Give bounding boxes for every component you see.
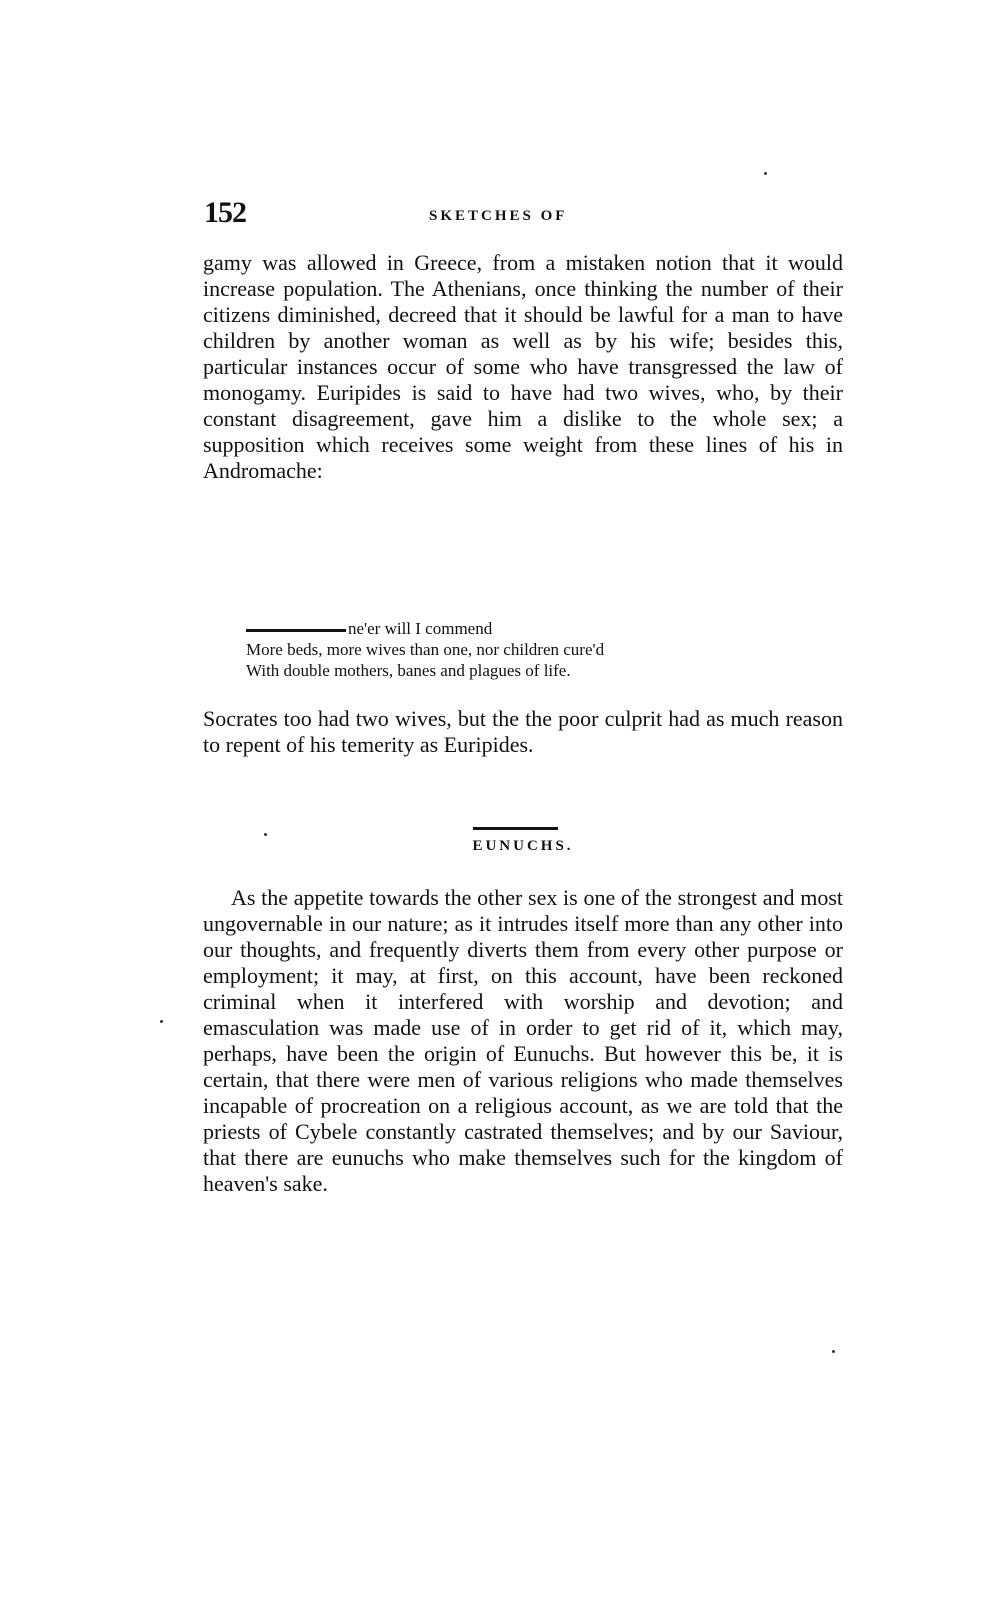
paragraph-text: Socrates too had two wives, but the the poor culprit had as much reason to repent of his temerity as Euripides. xyxy=(203,706,843,757)
quote-line-3: With double mothers, banes and plagues of life. xyxy=(246,661,571,680)
section-body xyxy=(203,885,843,1197)
print-speck xyxy=(264,833,267,836)
verse-quotation xyxy=(246,618,846,681)
section-title: EUNUCHS. xyxy=(472,838,574,854)
print-speck xyxy=(764,172,767,175)
page-header xyxy=(204,196,844,236)
quote-line-2: More beds, more wives than one, nor children cure'd xyxy=(246,640,605,659)
quote-dash xyxy=(246,629,346,632)
quote-line-1 xyxy=(246,618,846,639)
section-body-text: As the appetite towards the other sex is one of the strongest and most ungovernable in our nature; as it intrudes itself more than any other into our thoughts, and frequently diverts them from every other purpose or employment; it may, at first, on this account, have been reckoned criminal when it interfered with worship and devotion; and emasculation was made use of in order to get rid of it, which may, perhaps, have been the origin of Eunuchs. But however this be, it is certain, that there were men of various religions who made themselves incapable of procreation on a religious account, as we are told that the priests of Cybele constantly castrated themselves; and by our Saviour, that there are eunuchs who make themselves such for the kingdom of heaven's sake. xyxy=(203,885,843,1196)
print-speck xyxy=(832,1350,835,1353)
page-number: 152 xyxy=(204,196,246,229)
print-speck xyxy=(160,1020,163,1023)
section-divider xyxy=(473,827,558,830)
paragraph-socrates xyxy=(203,706,843,758)
running-head: SKETCHES OF xyxy=(429,208,568,224)
paragraph-polygamy xyxy=(203,250,843,484)
paragraph-text: gamy was allowed in Greece, from a mistaken notion that it would increase population. The Athenians, once thinking the number of their citizens diminished, decreed that it should be lawful for a man to have children by another woman as well as by his wife; besides this, particular instances occur of some who have transgressed the law of monogamy. Euripides is said to have had two wives, who, by their constant disagreement, gave him a dislike to the whole sex; a supposition which receives some weight from these lines of his in Andromache: xyxy=(203,250,843,483)
quote-line-1-text: ne'er will I commend xyxy=(348,619,493,638)
